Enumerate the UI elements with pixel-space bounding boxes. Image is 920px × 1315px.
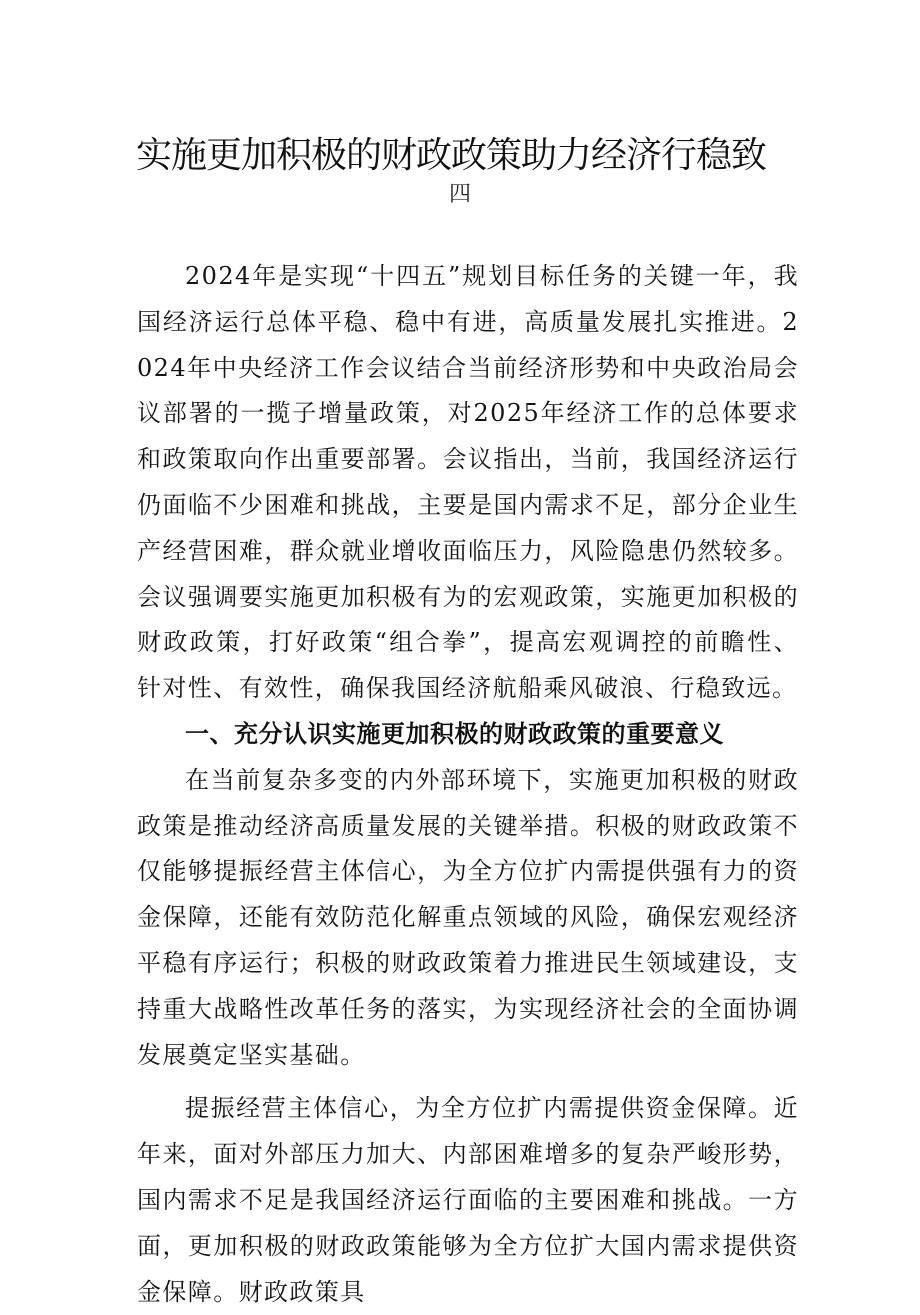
paragraph-intro: 2024年是实现“十四五”规划目标任务的关键一年，我国经济运行总体平稳、稳中有进，高质量发展扎实推进。2024年中央经济工作会议结合当前经济形势和中央政治局会议部署的一揽子增量政策，对2025年经济工作的总体要求和政策取向作出重要部署。会议指出，当前，我国经济运行仍面临不少困难和挑战，主要是国内需求不足，部分企业生产经营困难，群众就业增收面临压力，风险隐患仍然较多。会议强调要实施更加积极有为的宏观政策，实施更加积极的财政政策，打好政策“组合拳”，提高宏观调控的前瞻性、针对性、有效性，确保我国经济航船乘风破浪、行稳致远。 [137, 262, 799, 703]
section-heading: 一、充分认识实施更加积极的财政政策的重要意义 [185, 719, 724, 748]
document-body [137, 254, 799, 1315]
paragraph-significance: 在当前复杂多变的内外部环境下，实施更加积极的财政政策是推动经济高质量发展的关键举措。积极的财政政策不仅能够提振经营主体信心，为全方位扩内需提供强有力的资金保障，还能有效防范化解重点领域的风险，确保宏观经济平稳有序运行；积极的财政政策着力推进民生领域建设，支持重大战略性改革任务的落实，为实现经济社会的全面协调发展奠定坚实基础。 [137, 765, 799, 1069]
document-subtitle: 四 [448, 182, 471, 207]
paragraph-confidence: 提振经营主体信心，为全方位扩内需提供资金保障。近年来，面对外部压力加大、内部困难增多的复杂严峻形势，国内需求不足是我国经济运行面临的主要困难和挑战。一方面，更加积极的财政政策能够为全方位扩大国内需求提供资金保障。财政政策具 [137, 1094, 799, 1306]
document-title: 实施更加积极的财政政策助力经济行稳致 [136, 135, 767, 176]
paragraph-gap [137, 1078, 799, 1086]
